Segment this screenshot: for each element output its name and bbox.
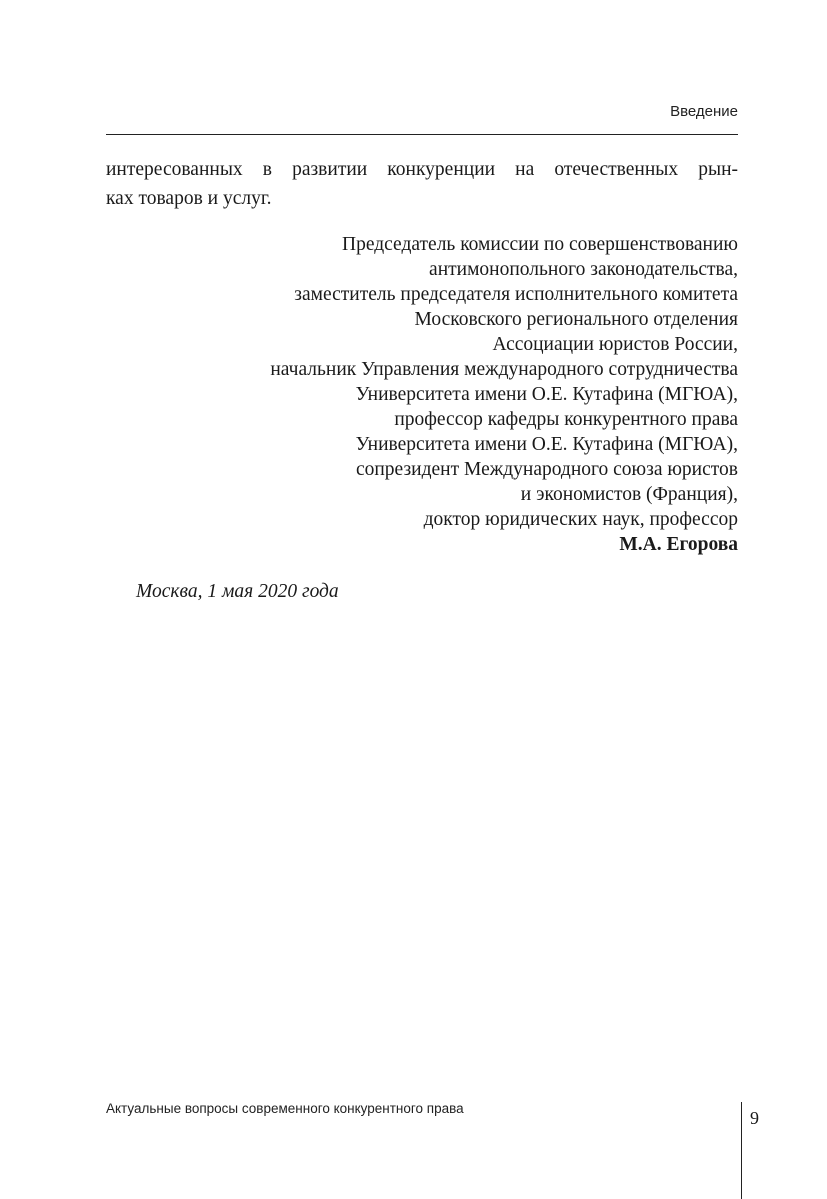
signature-line: и экономистов (Франция), (520, 484, 738, 505)
header-rule (106, 134, 738, 135)
signature-line: Московского регионального отделения (414, 309, 738, 330)
signature-line: антимонопольного законодательства, (429, 259, 738, 280)
signature-line: профессор кафедры конкурентного права (394, 409, 738, 430)
body-line: ках товаров и услуг. (106, 188, 272, 209)
footer-vertical-rule (741, 1102, 742, 1199)
signature-line: сопрезидент Международного союза юристов (355, 459, 738, 480)
body-paragraph (106, 155, 738, 213)
body-line: интересованных в развитии конкуренции на отечественных рын- (106, 159, 738, 180)
signature-author-name: М.А. Егорова (619, 534, 738, 555)
signature-block (106, 232, 738, 557)
signature-line: Университета имени О.Е. Кутафина (МГЮА), (355, 434, 738, 455)
signature-line: начальник Управления международного сотрудничества (270, 359, 738, 380)
running-foot-book-title: Актуальные вопросы современного конкурентного права (106, 1101, 464, 1116)
signature-line: Ассоциации юристов России, (492, 334, 738, 355)
signature-line: заместитель председателя исполнительного комитета (294, 284, 738, 305)
page-number: 9 (750, 1108, 759, 1128)
signature-line: Университета имени О.Е. Кутафина (МГЮА), (355, 384, 738, 405)
signature-line: доктор юридических наук, профессор (423, 509, 738, 530)
running-head-title: Введение (670, 103, 738, 120)
signature-line: Председатель комиссии по совершенствованию (342, 234, 738, 255)
dateline: Москва, 1 мая 2020 года (136, 581, 339, 602)
